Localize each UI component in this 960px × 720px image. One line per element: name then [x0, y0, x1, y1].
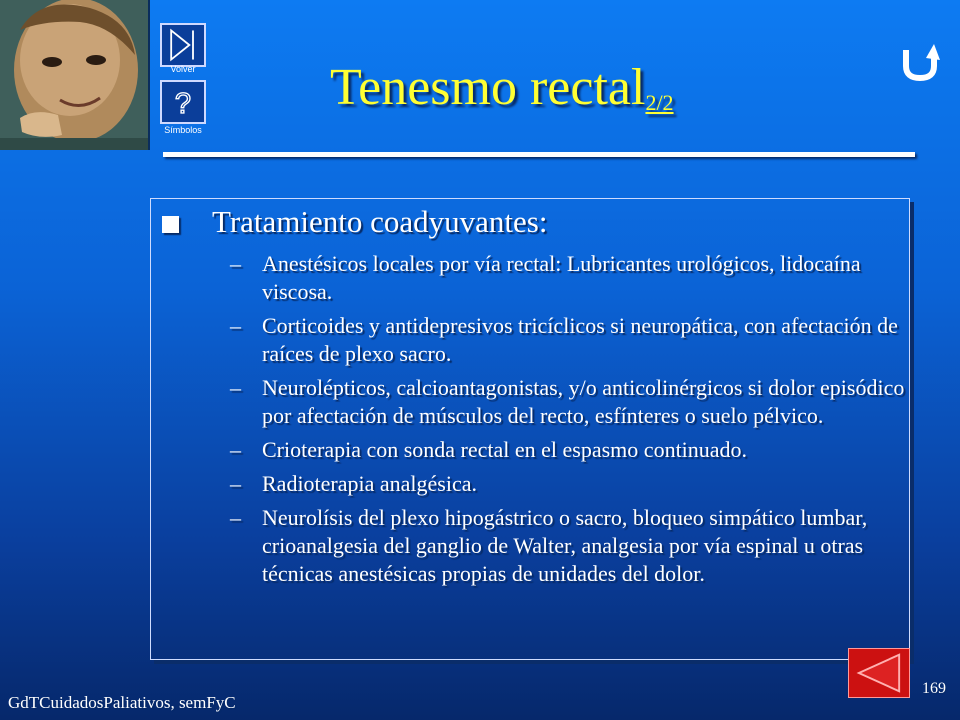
- slide-title: [330, 59, 850, 116]
- list-item-text: Anestésicos locales por vía rectal: Lubricantes urológicos, lidocaína viscosa.: [262, 251, 861, 304]
- list-item: [230, 436, 910, 464]
- main-bullet-text: Tratamiento coadyuvantes:: [212, 204, 548, 239]
- dash-marker: –: [230, 251, 241, 276]
- svg-text:?: ?: [174, 87, 192, 120]
- bullet-square-icon: [162, 216, 179, 233]
- list-item-text: Crioterapia con sonda rectal en el espasmo continuado.: [262, 437, 748, 462]
- list-item-text: Neurolépticos, calcioantagonistas, y/o anticolinérgicos si dolor episódico por afectación de músculos del recto, esfínteres o suelo pélvico.: [262, 375, 905, 428]
- page-number: 169: [922, 680, 946, 697]
- list-item: [230, 504, 910, 588]
- title-text: Tenesmo rectal: [330, 59, 646, 116]
- previous-slide-button[interactable]: [848, 648, 910, 698]
- main-bullet: [162, 204, 547, 240]
- volver-label: Volver: [170, 64, 196, 74]
- dash-marker: –: [230, 375, 241, 400]
- list-item: [230, 470, 910, 498]
- dash-marker: –: [230, 505, 241, 530]
- next-slide-icon: [162, 25, 204, 65]
- previous-triangle-icon: [849, 649, 909, 697]
- list-item-text: Corticoides y antidepresivos tricíclicos si neuropática, con afectación de raíces de plexo sacro.: [262, 313, 898, 366]
- title-subscript: 2/2: [645, 90, 674, 115]
- next-slide-button[interactable]: [160, 23, 206, 67]
- help-question-icon: [162, 82, 204, 122]
- list-item-text: Radioterapia analgésica.: [262, 471, 478, 496]
- dash-marker: –: [230, 313, 241, 338]
- dash-marker: –: [230, 471, 241, 496]
- list-item: [230, 250, 910, 306]
- dash-marker: –: [230, 437, 241, 462]
- list-item-text: Neurolísis del plexo hipogástrico o sacro, bloqueo simpático lumbar, crioanalgesia del ganglio de Walter, analgesia por vía espinal u otras técnicas anestésicas propias de unidades del dolor.: [262, 505, 868, 586]
- sub-bullet-list: [230, 250, 910, 588]
- title-divider: [163, 152, 915, 157]
- portrait-image: [0, 0, 150, 150]
- simbolos-button[interactable]: [160, 80, 206, 124]
- return-arrow-icon: [900, 40, 940, 82]
- list-item: [230, 312, 910, 368]
- list-item: [230, 374, 910, 430]
- simbolos-label: Símbolos: [164, 125, 202, 135]
- return-button[interactable]: [900, 40, 940, 82]
- footer-credit: GdTCuidadosPaliativos, semFyC: [8, 693, 236, 712]
